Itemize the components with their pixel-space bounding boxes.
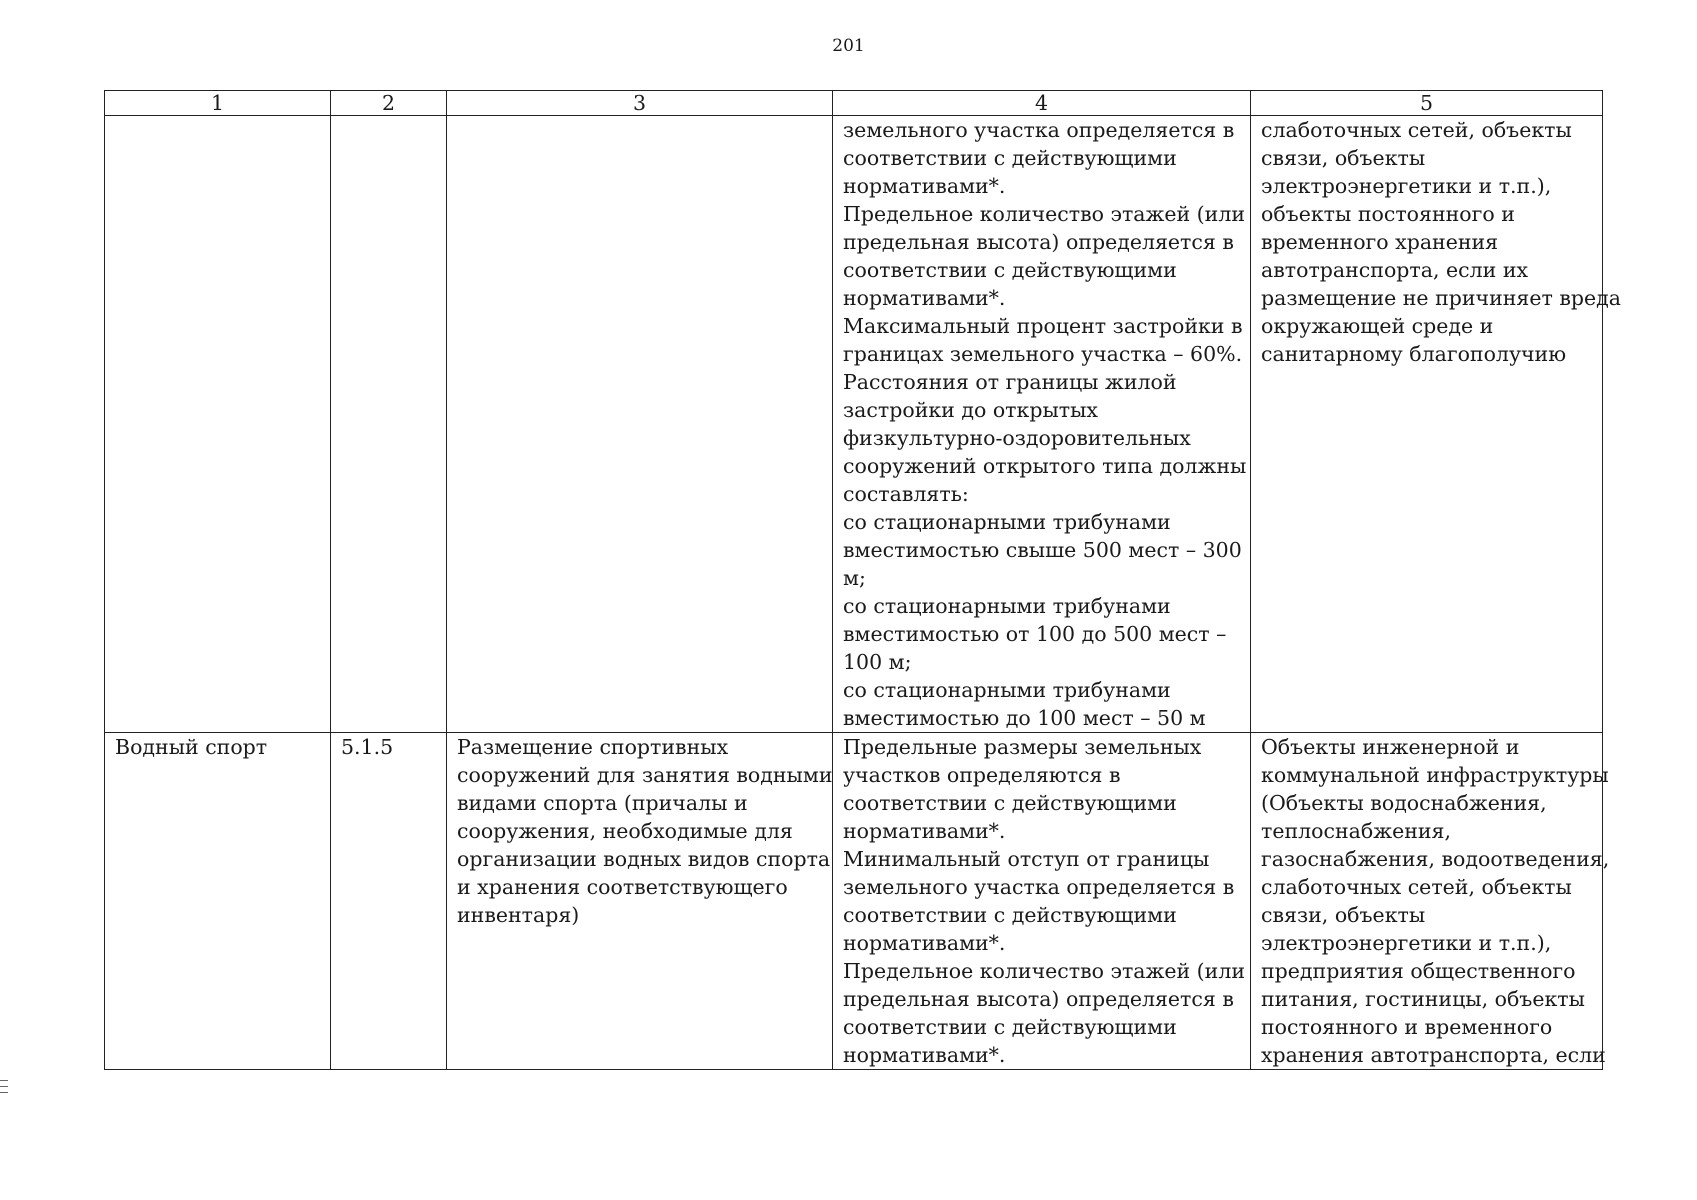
binding-mark — [0, 1080, 8, 1081]
text-line: Максимальный процент застройки в — [843, 314, 1243, 338]
cell-auxiliary-uses — [1251, 116, 1621, 733]
cell-parameters — [833, 116, 1251, 733]
header-col-5: 5 — [1251, 91, 1603, 116]
text-line: связи, объекты — [1261, 903, 1426, 927]
table-row-water-sport — [105, 733, 1603, 1070]
text-line: сооружений открытого типа должны — [843, 454, 1247, 478]
table-row-continuation — [105, 116, 1603, 733]
text-line: соответствии с действующими — [843, 903, 1177, 927]
text-line: предприятия общественного — [1261, 959, 1576, 983]
cell-auxiliary-uses — [1251, 733, 1610, 1070]
text-line: видами спорта (причалы и — [457, 791, 748, 815]
text-line: санитарному благополучию — [1261, 342, 1567, 366]
text-line: слаботочных сетей, объекты — [1261, 875, 1572, 899]
text-line: соответствии с действующими — [843, 258, 1177, 282]
text-line: нормативами*. — [843, 174, 1006, 198]
text-line: постоянного и временного — [1261, 1015, 1553, 1039]
text-line: Объекты инженерной и — [1261, 735, 1520, 759]
header-col-2: 2 — [331, 91, 447, 116]
text-line: со стационарными трибунами — [843, 510, 1171, 534]
text-line: нормативами*. — [843, 1043, 1006, 1067]
text-line: предельная высота) определяется в — [843, 987, 1234, 1011]
text-line: соответствии с действующими — [843, 1015, 1177, 1039]
text-line: со стационарными трибунами — [843, 678, 1171, 702]
cell-use-description — [447, 733, 833, 1070]
text-line: соответствии с действующими — [843, 146, 1177, 170]
text-line: теплоснабжения, — [1261, 819, 1451, 843]
binding-mark — [0, 1092, 8, 1093]
text-line: застройки до открытых — [843, 398, 1098, 422]
text-line: м; — [843, 566, 866, 590]
text-line: границах земельного участка – 60%. — [843, 342, 1243, 366]
cell-use-code: 5.1.5 — [331, 733, 447, 1070]
header-col-3: 3 — [447, 91, 833, 116]
text-line: соответствии с действующими — [843, 791, 1177, 815]
text-line: со стационарными трибунами — [843, 594, 1171, 618]
cell-use-name: Водный спорт — [105, 733, 331, 1070]
page-number: 201 — [832, 36, 865, 56]
text-line: электроэнергетики и т.п.), — [1261, 174, 1552, 198]
text-line: организации водных видов спорта — [457, 847, 831, 871]
text-line: вместимостью свыше 500 мест – 300 — [843, 538, 1242, 562]
text-line: слаботочных сетей, объекты — [1261, 118, 1572, 142]
text-line: нормативами*. — [843, 819, 1006, 843]
text-line: нормативами*. — [843, 286, 1006, 310]
text-line: газоснабжения, водоотведения, — [1261, 847, 1610, 871]
text-line: земельного участка определяется в — [843, 875, 1235, 899]
header-col-4: 4 — [833, 91, 1251, 116]
text-line: сооружения, необходимые для — [457, 819, 793, 843]
cell-use-code — [331, 116, 447, 733]
cell-use-description — [447, 116, 833, 733]
text-line: вместимостью до 100 мест – 50 м — [843, 706, 1206, 730]
cell-use-name — [105, 116, 331, 733]
text-line: питания, гостиницы, объекты — [1261, 987, 1585, 1011]
text-line: инвентаря) — [457, 903, 580, 927]
text-line: Предельные размеры земельных — [843, 735, 1202, 759]
text-line: Предельное количество этажей (или — [843, 959, 1246, 983]
table-header-row — [105, 91, 1603, 116]
header-col-1: 1 — [105, 91, 331, 116]
text-line: сооружений для занятия водными — [457, 763, 833, 787]
text-line: 100 м; — [843, 650, 912, 674]
text-line: Расстояния от границы жилой — [843, 370, 1177, 394]
text-line: электроэнергетики и т.п.), — [1261, 931, 1552, 955]
text-line: Предельное количество этажей (или — [843, 202, 1246, 226]
text-line: временного хранения — [1261, 230, 1499, 254]
text-line: связи, объекты — [1261, 146, 1426, 170]
text-line: автотранспорта, если их — [1261, 258, 1529, 282]
text-line: окружающей среде и — [1261, 314, 1494, 338]
text-line: составлять: — [843, 482, 969, 506]
text-line: размещение не причиняет вреда — [1261, 286, 1621, 310]
text-line: предельная высота) определяется в — [843, 230, 1234, 254]
text-line: Размещение спортивных — [457, 735, 729, 759]
binding-mark — [0, 1086, 8, 1087]
text-line: физкультурно-оздоровительных — [843, 426, 1191, 450]
text-line: объекты постоянного и — [1261, 202, 1515, 226]
text-line: (Объекты водоснабжения, — [1261, 791, 1547, 815]
text-line: участков определяются в — [843, 763, 1121, 787]
text-line: вместимостью от 100 до 500 мест – — [843, 622, 1227, 646]
zoning-table — [104, 90, 1621, 1070]
text-line: хранения автотранспорта, если — [1261, 1043, 1606, 1067]
text-line: Минимальный отступ от границы — [843, 847, 1210, 871]
text-line: земельного участка определяется в — [843, 118, 1235, 142]
cell-parameters — [833, 733, 1251, 1070]
text-line: и хранения соответствующего — [457, 875, 788, 899]
text-line: коммунальной инфраструктуры — [1261, 763, 1609, 787]
text-line: нормативами*. — [843, 931, 1006, 955]
